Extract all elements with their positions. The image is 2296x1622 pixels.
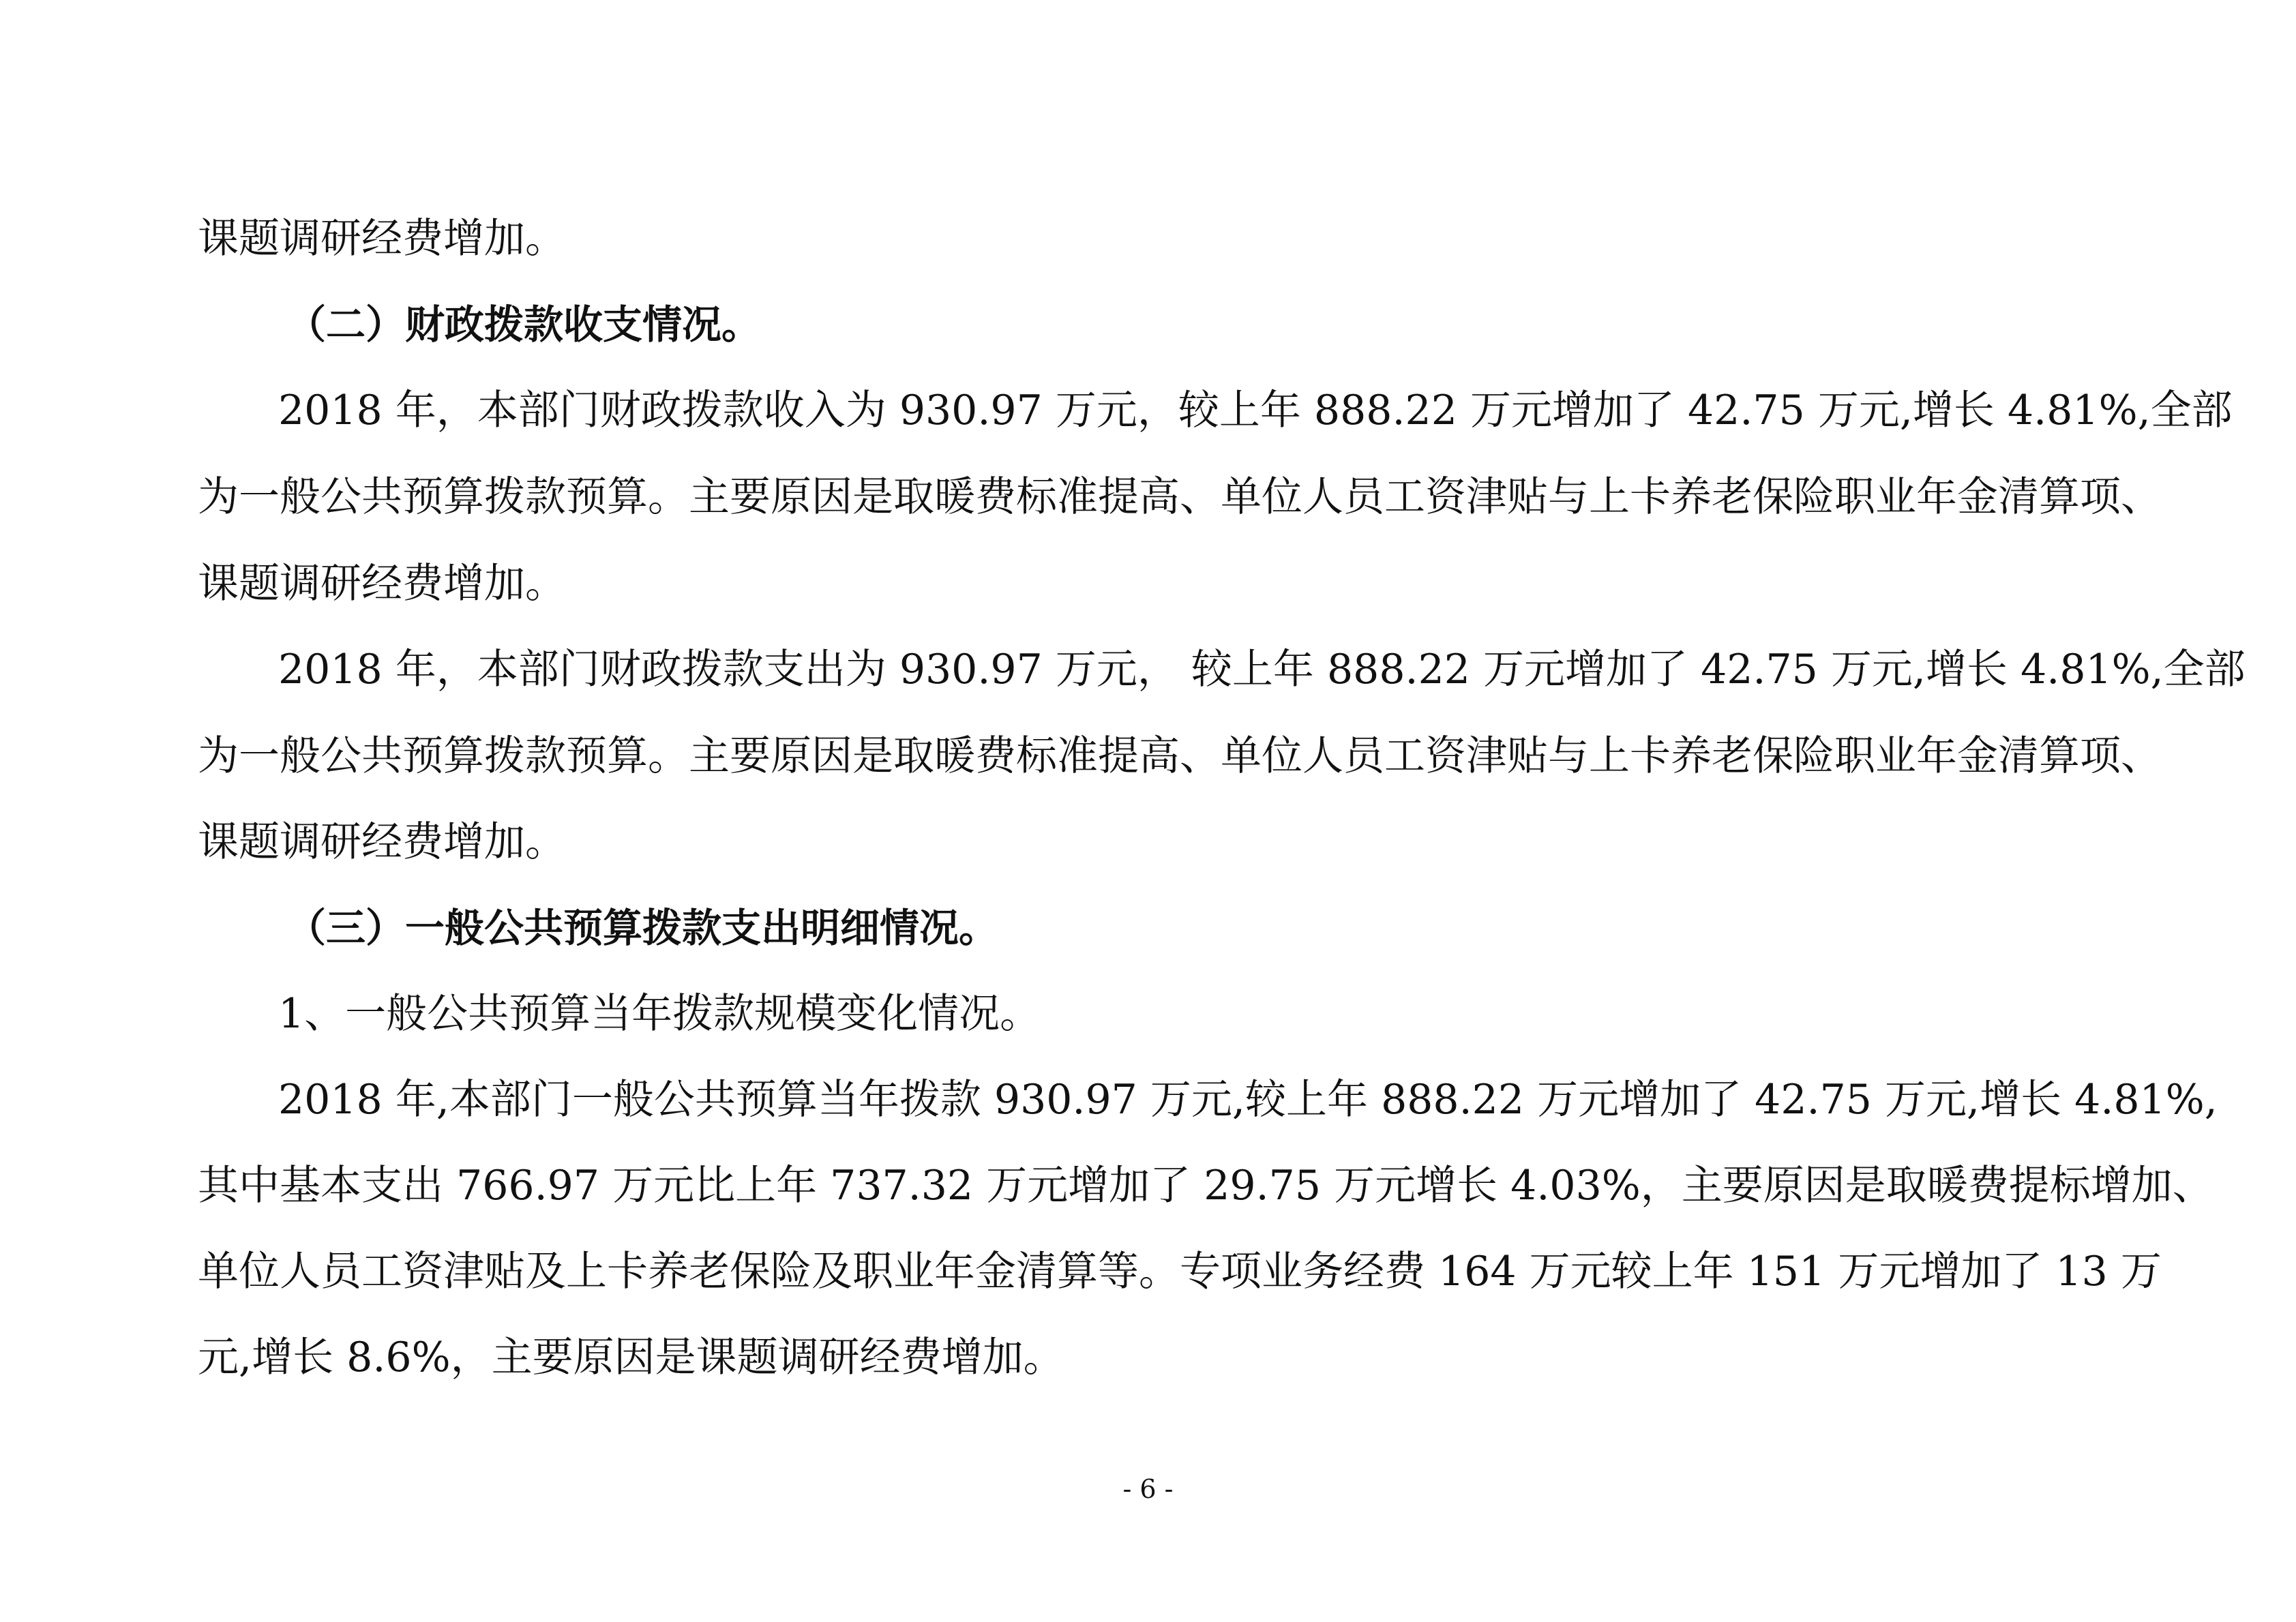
paragraph-line: 2018 年,本部门一般公共预算当年拨款 930.97 万元,较上年 888.22 万元增加了 42.75 万元,增长 4.81%, — [278, 1076, 2218, 1124]
paragraph-line: 元,增长 8.6%，主要原因是课题调研经费增加。 — [198, 1334, 1064, 1381]
subsection-title: 1、一般公共预算当年拨款规模变化情况。 — [278, 990, 1041, 1038]
paragraph-line: 2018 年，本部门财政拨款支出为 930.97 万元， 较上年 888.22 万元增加了 42.75 万元,增长 4.81%,全部 — [278, 646, 2246, 693]
paragraph-line: 单位人员工资津贴及上卡养老保险及职业年金清算等。专项业务经费 164 万元较上年 151 万元增加了 13 万 — [198, 1248, 2162, 1295]
paragraph-line: 为一般公共预算拨款预算。主要原因是取暖费标准提高、单位人员工资津贴与上卡养老保险职业年金清算项、 — [198, 473, 2162, 521]
section-heading-2: （二）财政拨款收支情况。 — [286, 301, 762, 348]
paragraph-line: 课题调研经费增加。 — [198, 215, 566, 262]
paragraph-line: 其中基本支出 766.97 万元比上年 737.32 万元增加了 29.75 万元增长 4.03%，主要原因是取暖费提标增加、 — [198, 1162, 2213, 1210]
page-number: - 6 - — [1122, 1474, 1174, 1504]
paragraph-line: 课题调研经费增加。 — [198, 818, 566, 866]
paragraph-line: 课题调研经费增加。 — [198, 560, 566, 607]
paragraph-line: 2018 年，本部门财政拨款收入为 930.97 万元，较上年 888.22 万元增加了 42.75 万元,增长 4.81%,全部 — [278, 387, 2233, 434]
section-heading-3: （三）一般公共预算拨款支出明细情况。 — [286, 905, 999, 951]
paragraph-line: 为一般公共预算拨款预算。主要原因是取暖费标准提高、单位人员工资津贴与上卡养老保险职业年金清算项、 — [198, 732, 2162, 780]
